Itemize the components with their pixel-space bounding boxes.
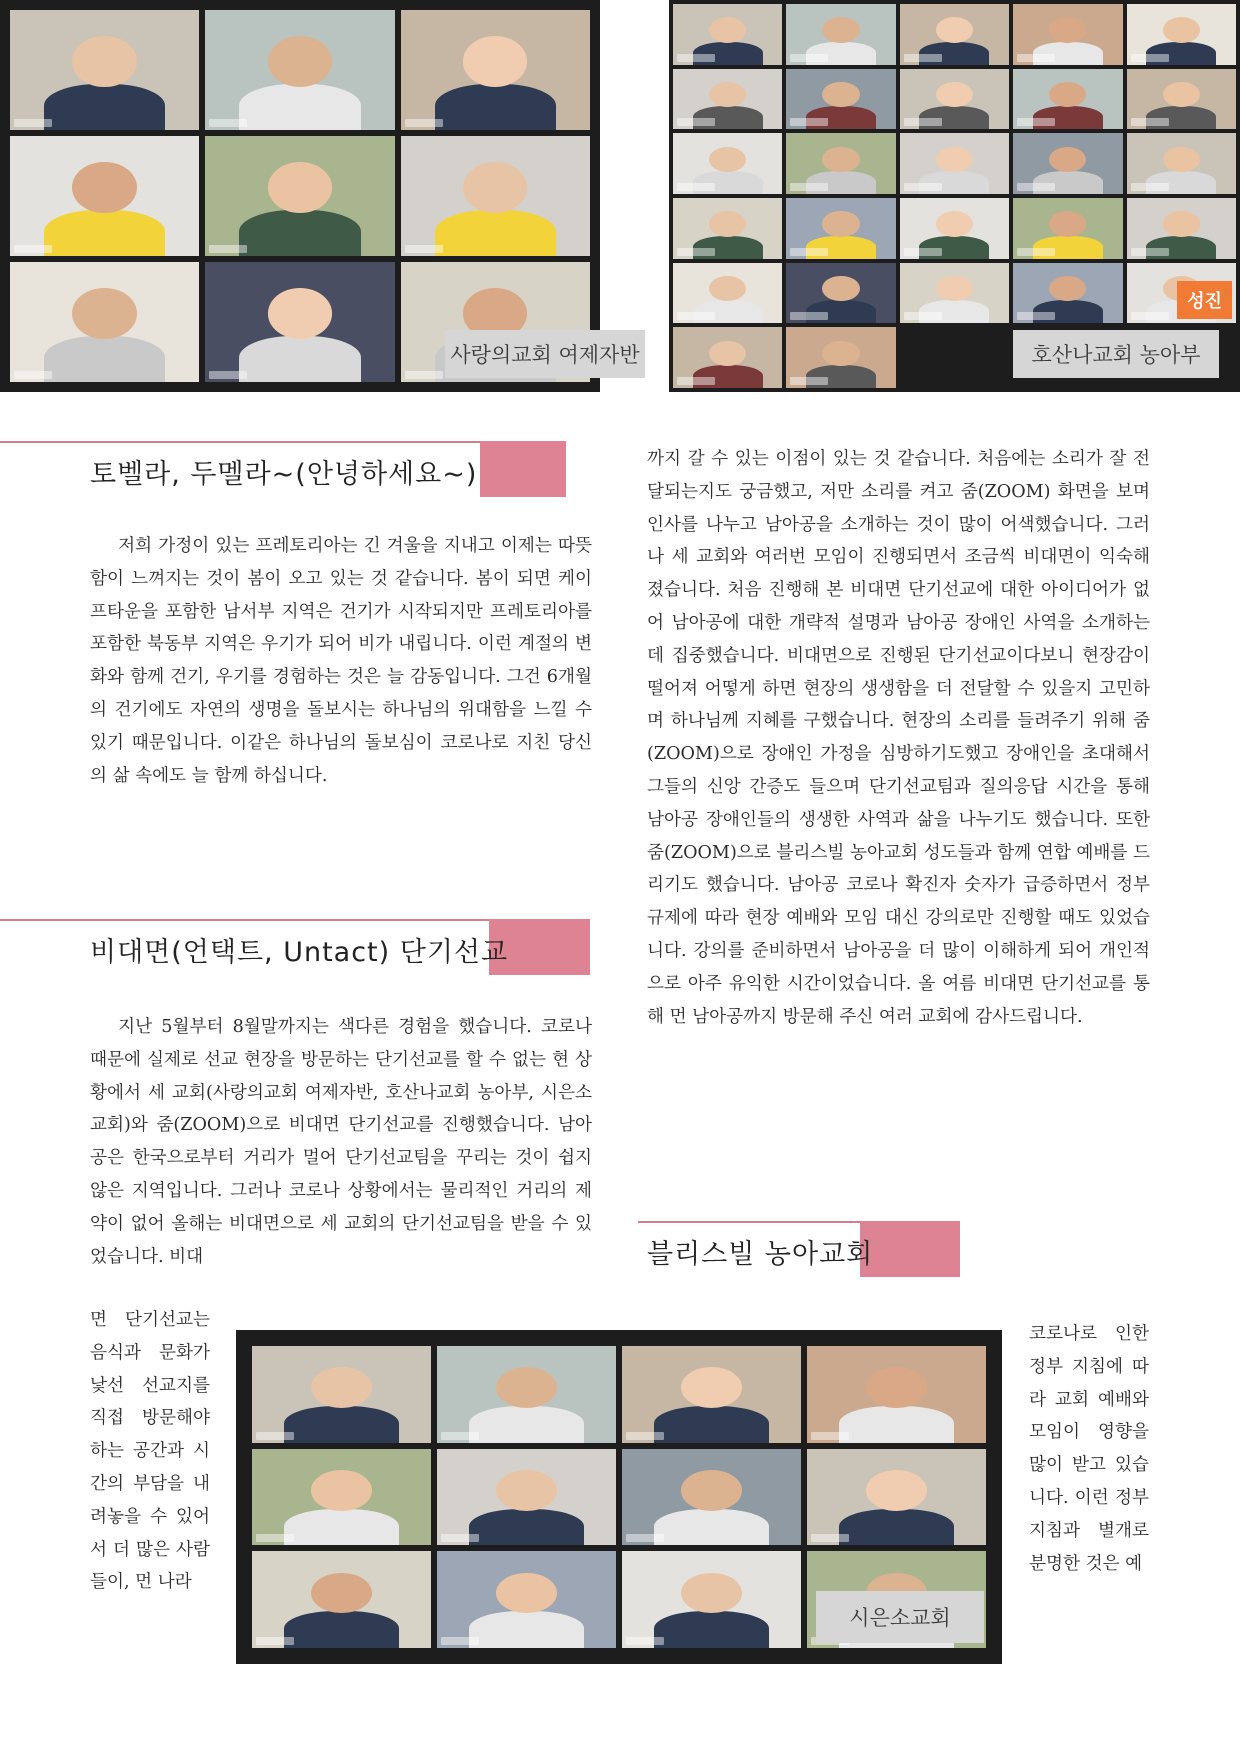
participant-name-tag bbox=[677, 54, 715, 62]
video-tile bbox=[1127, 263, 1236, 324]
participant-name-tag bbox=[441, 1534, 479, 1542]
video-tile bbox=[622, 1551, 801, 1648]
participant-body bbox=[469, 1611, 584, 1648]
video-tile bbox=[205, 136, 394, 256]
video-tile bbox=[807, 1346, 986, 1443]
video-tile bbox=[1013, 4, 1122, 65]
participant-head bbox=[311, 1367, 372, 1408]
participant-head bbox=[72, 36, 136, 86]
participant-head bbox=[681, 1470, 742, 1511]
tile-sign: 성진 bbox=[1177, 281, 1232, 319]
participant-name-tag bbox=[790, 312, 828, 320]
participant-body bbox=[284, 1611, 399, 1648]
participant-name-tag bbox=[1131, 312, 1169, 320]
blissville-paragraph bbox=[1029, 1318, 1149, 1580]
participant-body bbox=[654, 1509, 769, 1546]
participant-body bbox=[654, 1406, 769, 1443]
participant-name-tag bbox=[904, 248, 942, 256]
video-tile bbox=[673, 263, 782, 324]
video-tile bbox=[252, 1449, 431, 1546]
participant-name-tag bbox=[677, 312, 715, 320]
caption-hosanna-church: 호산나교회 농아부 bbox=[1013, 330, 1219, 378]
participant-name-tag bbox=[1131, 183, 1169, 191]
participant-body bbox=[839, 1406, 954, 1443]
video-tile bbox=[401, 10, 590, 130]
participant-name-tag bbox=[1131, 118, 1169, 126]
video-tile bbox=[205, 262, 394, 382]
participant-name-tag bbox=[790, 248, 828, 256]
video-tile bbox=[1127, 198, 1236, 259]
participant-name-tag bbox=[904, 183, 942, 191]
participant-head bbox=[866, 1470, 927, 1511]
participant-head bbox=[709, 17, 746, 42]
greeting-text: 저희 가정이 있는 프레토리아는 긴 겨울을 지내고 이제는 따뜻함이 느껴지는 것이 봄이 오고 있는 것 같습니다. 봄이 되면 케이프타운을 포함한 남서부 지역은 건기가 시작되지만 프레토리아를 포함한 북동부 지역은 우기가 되어 비가 내립니다. 이런 계절의 변화와 함께 건기, 우기를 경험하는 것은 늘 감동입니다. 그건 6개월의 건기에도 자연의 생명을 돌보시는 하나님의 위대함을 느낄 수 있기 때문입니다. 이같은 하나님의 돌보심이 코로나로 지친 당신의 삶 속에도 늘 함께 하십니다. bbox=[90, 536, 592, 786]
heading-accent-block bbox=[860, 1221, 960, 1277]
participant-name-tag bbox=[1017, 118, 1055, 126]
participant-name-tag bbox=[811, 1432, 849, 1440]
participant-name-tag bbox=[811, 1534, 849, 1542]
participant-head bbox=[496, 1367, 557, 1408]
video-tile bbox=[205, 10, 394, 130]
video-tile bbox=[900, 4, 1009, 65]
video-tile bbox=[807, 1449, 986, 1546]
video-tile bbox=[786, 69, 895, 130]
participant-name-tag bbox=[14, 371, 52, 379]
participant-name-tag bbox=[677, 377, 715, 385]
participant-name-tag bbox=[626, 1637, 664, 1645]
participant-head bbox=[268, 288, 332, 338]
participant-name-tag bbox=[14, 119, 52, 127]
participant-body bbox=[284, 1509, 399, 1546]
participant-name-tag bbox=[904, 312, 942, 320]
participant-head bbox=[822, 147, 859, 172]
participant-head bbox=[311, 1470, 372, 1511]
participant-body bbox=[239, 84, 360, 130]
participant-name-tag bbox=[790, 54, 828, 62]
section-heading-blissville-church: 블리스빌 농아교회 bbox=[647, 1239, 874, 1270]
participant-name-tag bbox=[1131, 248, 1169, 256]
video-tile bbox=[1127, 69, 1236, 130]
participant-head bbox=[1163, 17, 1200, 42]
participant-name-tag bbox=[677, 183, 715, 191]
participant-body bbox=[239, 210, 360, 256]
greeting-paragraph bbox=[90, 530, 592, 792]
participant-body bbox=[654, 1611, 769, 1648]
participant-name-tag bbox=[405, 245, 443, 253]
participant-name-tag bbox=[14, 245, 52, 253]
participant-head bbox=[311, 1573, 372, 1614]
video-tile bbox=[622, 1346, 801, 1443]
participant-name-tag bbox=[677, 118, 715, 126]
participant-head bbox=[1049, 276, 1086, 301]
video-tile bbox=[673, 69, 782, 130]
participant-head bbox=[822, 82, 859, 107]
heading-rule bbox=[0, 919, 489, 921]
participant-name-tag bbox=[1017, 183, 1055, 191]
participant-name-tag bbox=[790, 118, 828, 126]
participant-head bbox=[709, 82, 746, 107]
participant-name-tag bbox=[405, 119, 443, 127]
participant-body bbox=[44, 210, 165, 256]
participant-head bbox=[72, 288, 136, 338]
video-tile bbox=[900, 69, 1009, 130]
participant-head bbox=[268, 162, 332, 212]
participant-head bbox=[681, 1367, 742, 1408]
video-tile bbox=[622, 1449, 801, 1546]
video-tile bbox=[786, 4, 895, 65]
participant-head bbox=[496, 1573, 557, 1614]
video-tile bbox=[437, 1346, 616, 1443]
participant-head bbox=[822, 17, 859, 42]
participant-head bbox=[936, 211, 973, 236]
participant-head bbox=[936, 82, 973, 107]
participant-name-tag bbox=[209, 371, 247, 379]
participant-head bbox=[1163, 211, 1200, 236]
video-tile bbox=[1013, 198, 1122, 259]
participant-body bbox=[435, 210, 556, 256]
participant-head bbox=[709, 211, 746, 236]
heading-rule bbox=[0, 441, 480, 443]
participant-head bbox=[1163, 82, 1200, 107]
participant-name-tag bbox=[626, 1432, 664, 1440]
video-tile bbox=[10, 136, 199, 256]
participant-head bbox=[463, 36, 527, 86]
untact-paragraph-continued bbox=[90, 1304, 210, 1599]
heading-rule bbox=[638, 1221, 860, 1223]
participant-name-tag bbox=[441, 1637, 479, 1645]
video-tile bbox=[252, 1346, 431, 1443]
caption-sieunso-church: 시은소교회 bbox=[816, 1591, 984, 1643]
participant-head bbox=[709, 341, 746, 366]
participant-name-tag bbox=[209, 245, 247, 253]
participant-name-tag bbox=[1131, 54, 1169, 62]
participant-head bbox=[1049, 17, 1086, 42]
video-tile bbox=[673, 327, 782, 388]
participant-head bbox=[1049, 211, 1086, 236]
video-tile bbox=[786, 198, 895, 259]
video-tile bbox=[401, 136, 590, 256]
video-tile bbox=[673, 133, 782, 194]
participant-body bbox=[469, 1406, 584, 1443]
participant-name-tag bbox=[1017, 312, 1055, 320]
participant-name-tag bbox=[256, 1637, 294, 1645]
participant-name-tag bbox=[626, 1534, 664, 1542]
participant-body bbox=[44, 336, 165, 382]
participant-name-tag bbox=[790, 183, 828, 191]
untact-text-continued: 면 단기선교는 음식과 문화가 낯선 선교지를 직접 방문해야 하는 공간과 시간의 부담을 내려놓을 수 있어서 더 많은 사람들이, 먼 나라 bbox=[90, 1310, 210, 1593]
participant-name-tag bbox=[1017, 54, 1055, 62]
participant-head bbox=[1049, 82, 1086, 107]
video-tile bbox=[900, 133, 1009, 194]
participant-head bbox=[936, 17, 973, 42]
participant-head bbox=[822, 276, 859, 301]
video-tile bbox=[786, 133, 895, 194]
video-tile bbox=[1013, 263, 1122, 324]
participant-head bbox=[72, 162, 136, 212]
participant-name-tag bbox=[256, 1432, 294, 1440]
participant-head bbox=[822, 211, 859, 236]
participant-head bbox=[1049, 147, 1086, 172]
participant-name-tag bbox=[209, 119, 247, 127]
participant-head bbox=[936, 147, 973, 172]
video-tile bbox=[1127, 4, 1236, 65]
section-heading-untact-mission: 비대면(언택트, Untact) 단기선교 bbox=[90, 937, 509, 968]
participant-head bbox=[268, 36, 332, 86]
participant-body bbox=[239, 336, 360, 382]
caption-sarang-church: 사랑의교회 여제자반 bbox=[445, 330, 645, 378]
participant-head bbox=[822, 341, 859, 366]
participant-head bbox=[936, 276, 973, 301]
participant-name-tag bbox=[790, 377, 828, 385]
video-tile bbox=[437, 1449, 616, 1546]
untact-paragraph-right bbox=[647, 443, 1150, 1033]
participant-head bbox=[463, 162, 527, 212]
participant-name-tag bbox=[441, 1432, 479, 1440]
participant-name-tag bbox=[904, 118, 942, 126]
section-heading-greeting: 토벨라, 두멜라~(안녕하세요~) bbox=[90, 459, 478, 490]
blissville-text: 코로나로 인한 정부 지침에 따라 교회 예배와 모임이 영향을 많이 받고 있습니다. 이런 정부 지침과 별개로 분명한 것은 예 bbox=[1029, 1324, 1149, 1574]
participant-body bbox=[839, 1509, 954, 1546]
untact-paragraph bbox=[90, 1011, 592, 1273]
video-tile bbox=[900, 263, 1009, 324]
participant-name-tag bbox=[904, 54, 942, 62]
participant-head bbox=[681, 1573, 742, 1614]
video-tile bbox=[252, 1551, 431, 1648]
untact-text-right: 까지 갈 수 있는 이점이 있는 것 같습니다. 처음에는 소리가 잘 전달되는지도 궁금했고, 저만 소리를 켜고 줌(ZOOM) 화면을 보며 인사를 나누고 남아공을 소개하는 것이 많이 어색했습니다. 그러나 세 교회와 여러번 모임이 진행되면서 조금씩 비대면이 익숙해졌습니다. 처음 진행해 본 비대면 단기선교에 대한 아이디어가 없어 남아공에 대한 개략적 설명과 남아공 장애인 사역을 소개하는데 집중했습니다. 비대면으로 진행된 단기선교이다보니 현장감이 떨어져 어떻게 하면 현장의 생생함을 더 전달할 수 있을지 고민하며 하나님께 지혜를 구했습니다. 현장의 소리를 들려주기 위해 줌(ZOOM)으로 장애인 가정을 심방하기도했고 장애인을 초대해서 그들의 신앙 간증도 들으며 단기선교팀과 질의응답 시간을 통해 남아공 장애인들의 생생한 사역과 삶을 나누기도 했습니다. 또한 줌(ZOOM)으로 블리스빌 농아교회 성도들과 함께 연합 예배를 드리기도 했습니다. 남아공 코로나 확진자 숫자가 급증하면서 정부 규제에 따라 현장 예배와 모임 대신 강의로만 진행할 때도 있었습니다. 강의를 준비하면서 남아공을 더 많이 이해하게 되어 개인적으로 아주 유익한 시간이었습니다. 올 여름 비대면 단기선교를 통해 먼 남아공까지 방문해 주신 여러 교회에 감사드립니다. bbox=[647, 449, 1150, 1027]
participant-body bbox=[44, 84, 165, 130]
video-tile bbox=[1013, 133, 1122, 194]
heading-accent-block bbox=[480, 441, 566, 497]
participant-head bbox=[866, 1367, 927, 1408]
video-tile bbox=[10, 10, 199, 130]
video-tile bbox=[1013, 69, 1122, 130]
participant-name-tag bbox=[405, 371, 443, 379]
video-tile bbox=[673, 4, 782, 65]
participant-body bbox=[435, 84, 556, 130]
participant-head bbox=[1163, 147, 1200, 172]
video-tile bbox=[900, 198, 1009, 259]
video-tile bbox=[10, 262, 199, 382]
untact-text: 지난 5월부터 8월말까지는 색다른 경험을 했습니다. 코로나 때문에 실제로 선교 현장을 방문하는 단기선교를 할 수 없는 현 상황에서 세 교회(사랑의교회 여제자반, 호산나교회 농아부, 시은소 교회)와 줌(ZOOM)으로 비대면 단기선교를 진행했습니다. 남아공은 한국으로부터 거리가 멀어 단기선교팀을 꾸리는 것이 쉽지 않은 지역입니다. 그러나 코로나 상황에서는 물리적인 거리의 제약이 없어 올해는 비대면으로 세 교회의 단기선교팀을 받을 수 있었습니다. 비대 bbox=[90, 1017, 592, 1267]
participant-name-tag bbox=[677, 248, 715, 256]
participant-name-tag bbox=[256, 1534, 294, 1542]
video-tile bbox=[1127, 133, 1236, 194]
participant-body bbox=[469, 1509, 584, 1546]
video-tile bbox=[673, 198, 782, 259]
video-tile bbox=[786, 263, 895, 324]
participant-head bbox=[709, 276, 746, 301]
participant-head bbox=[496, 1470, 557, 1511]
participant-head bbox=[709, 147, 746, 172]
participant-body bbox=[284, 1406, 399, 1443]
video-tile bbox=[437, 1551, 616, 1648]
participant-name-tag bbox=[1017, 248, 1055, 256]
video-tile bbox=[786, 327, 895, 388]
